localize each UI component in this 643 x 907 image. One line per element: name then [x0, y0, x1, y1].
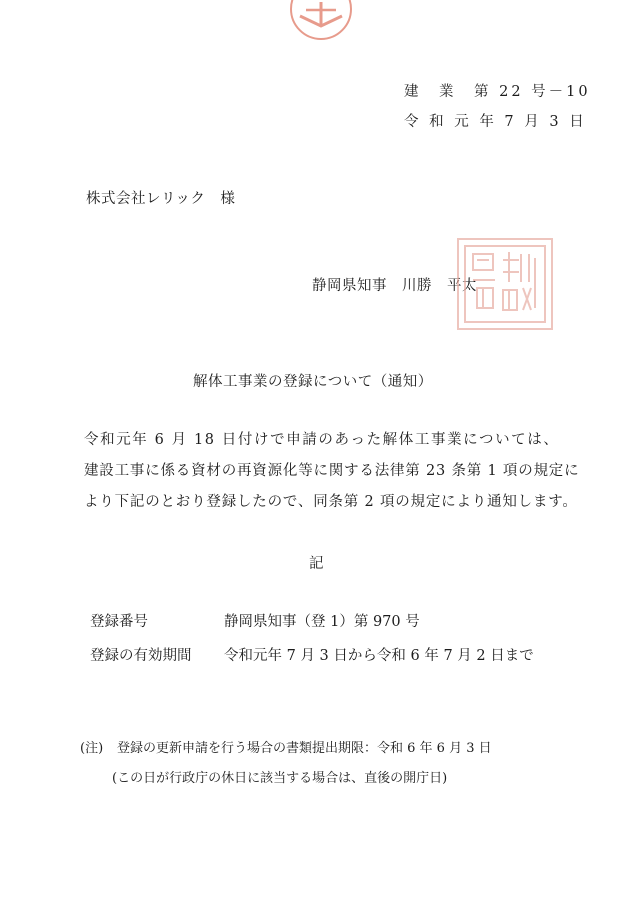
- sender-name: 静岡県知事 川勝 平太: [312, 278, 477, 294]
- registration-number-value: 静岡県知事（登 1）第 970 号: [224, 614, 420, 630]
- document-date: 令 和 元 年 7 月 3 日: [404, 114, 587, 130]
- recipient-name: 株式会社レリック 様: [86, 191, 236, 207]
- body-line-2: 建設工事に係る資材の再資源化等に関する法律第 23 条第 1 項の規定に: [84, 463, 580, 479]
- registration-number-label: 登録番号: [90, 614, 148, 630]
- official-square-seal: [457, 238, 553, 330]
- subject-title: 解体工事業の登録について（通知）: [193, 374, 433, 390]
- validity-period-value: 令和元年 7 月 3 日から令和 6 年 7 月 2 日まで: [224, 648, 534, 664]
- top-stamp-mark: [292, 0, 350, 38]
- document-number: 建 業 第 22 号－10: [404, 84, 591, 100]
- note-subtext: (この日が行政庁の休日に該当する場合は、直後の開庁日): [112, 771, 448, 786]
- body-line-3: より下記のとおり登録したので、同条第 2 項の規定により通知します。: [84, 494, 578, 510]
- seal-pattern: [459, 240, 551, 328]
- note-text: 登録の更新申請を行う場合の書類提出期限：令和 6 年 6 月 3 日: [117, 741, 492, 756]
- body-line-1: 令和元年 6 月 18 日付けで申請のあった解体工事業については、: [84, 432, 560, 448]
- top-red-stamp: [290, 0, 352, 40]
- validity-period-label: 登録の有効期間: [90, 648, 192, 664]
- note-mark: (注): [80, 741, 104, 756]
- ki-heading: 記: [309, 556, 324, 572]
